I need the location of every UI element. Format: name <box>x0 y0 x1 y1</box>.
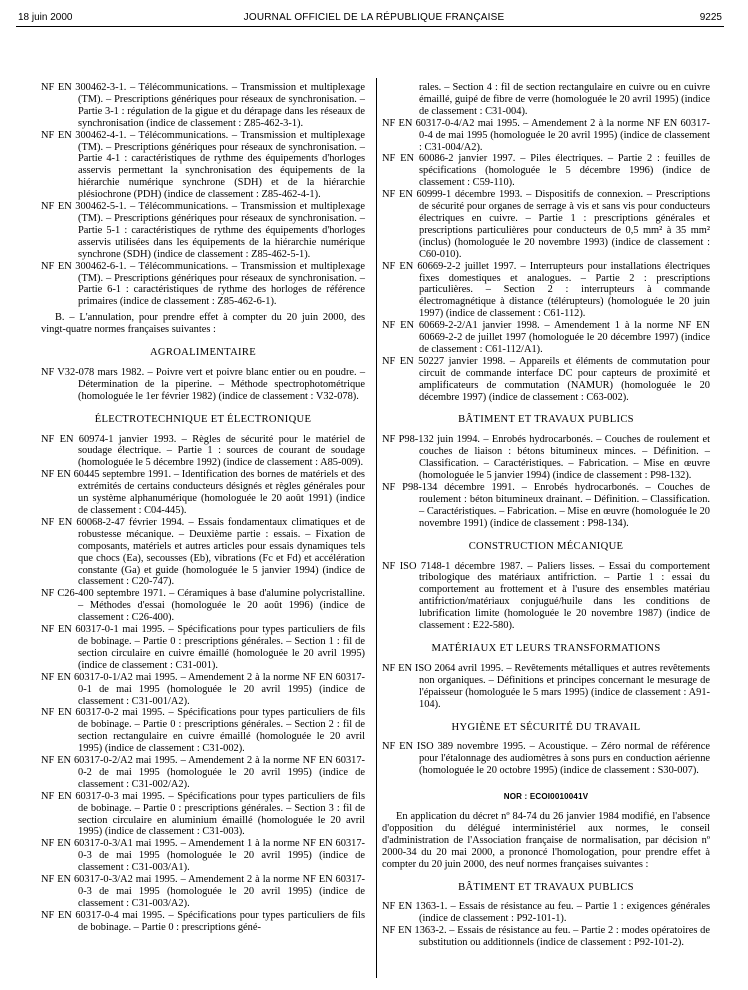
norm-code: NF EN 60317-0-4/A2 mai 1995. <box>382 117 520 129</box>
paragraph-b: B. – L'annulation, pour prendre effet à compter du 20 juin 2000, des vingt-quatre normes françaises suivantes : <box>41 312 365 336</box>
norm-code: NF P98-132 juin 1994. <box>382 434 480 446</box>
norm-description: – Poivre vert et poivre blanc entier ou en poudre. – Détermination de la piperine. – Méthode spectrophotométrique (homologuée le 1er février 1982) (indice de classement : V32-078). <box>78 366 366 402</box>
norm-entry <box>382 356 710 404</box>
norm-entry <box>382 434 710 482</box>
norm-description: – Spécifications pour types particuliers de fils de bobinage. – Partie 0 : prescriptions géné- <box>78 909 365 933</box>
norm-code: NF P98-134 décembre 1991. <box>382 482 515 493</box>
norm-entry <box>382 741 710 777</box>
norm-description: – Interrupteurs pour installations électriques fixes domestiques et analogues. – Partie 2 : prescriptions particulières. – Section 2 : interrupteurs à commande électromagnétique à distance (télérupteurs) (homologuée le 20 juin 1997) (indice de classement : C61-112). <box>419 260 710 320</box>
norm-code: NF C26-400 septembre 1971. <box>41 588 166 600</box>
norm-entry <box>41 434 365 470</box>
entries-agroalimentaire <box>41 367 365 403</box>
heading-agroalimentaire: AGROALIMENTAIRE <box>149 347 257 359</box>
norm-entry <box>41 874 365 910</box>
norm-entry <box>382 663 710 711</box>
norm-entry <box>382 153 710 189</box>
norm-code: NF EN 60669-2-2/A1 janvier 1998. <box>382 320 540 332</box>
entries-electrotechnique <box>41 434 365 934</box>
norm-entry <box>41 791 365 839</box>
paragraph-application: En application du décret nº 84-74 du 26 janvier 1984 modifié, en l'absence d'opposition du délégué interministériel aux normes, le conseil d'administration de l'Association française de normalisation, par décision nº 2000-34 du 20 mai 2000, a prononcé l'homologation, pour prendre effet à compter du 20 juin 2000, des neuf normes françaises suivantes : <box>382 811 710 870</box>
entries-materiaux <box>382 663 710 711</box>
norm-entry <box>41 672 365 708</box>
header-rule <box>16 26 724 27</box>
norm-entry <box>382 901 710 925</box>
nor-reference: NOR : ECOI0010041V <box>503 792 589 802</box>
norm-entry <box>41 367 365 403</box>
norm-description: – Télécommunications. – Transmission et multiplexage (TM). – Prescriptions génériques pour réseaux de synchronisation. – Partie 3-1 : régulation de la gigue et du dérapage dans les réseaux de synchronisation (indice de classement : Z85-462-3-1). <box>78 82 365 129</box>
norm-code: NF ISO 7148-1 décembre 1987. <box>382 560 523 572</box>
norm-description: – Amendement 2 à la norme NF EN 60317-0-3 de mai 1995 (homologuée le 20 avril 1995) (indice de classement : C31-003/A2). <box>78 874 365 909</box>
norm-code: NF EN 60317-0-2 mai 1995. <box>41 707 165 719</box>
left-column <box>41 82 365 934</box>
norm-entry <box>41 201 365 261</box>
norm-description: – Enrobés hydrocarbonés. – Couches de roulement et couches de liaison : bétons bitumineux minces. – Définition. – Classification. – Caractéristiques. – Fabrication. – Mise en œuvre (homologuée le 5 janvier 1994) (indice de classement : P98-132). <box>419 434 710 482</box>
norm-entry <box>382 261 710 321</box>
norm-code: NF EN 60317-0-3 mai 1995. <box>41 790 165 802</box>
norm-entry <box>41 838 365 874</box>
norm-code: NF EN 60317-0-4 mai 1995. <box>41 909 165 921</box>
norm-code: NF EN 60317-0-2/A2 mai 1995. <box>41 755 178 767</box>
header-title: JOURNAL OFFICIEL DE LA RÉPUBLIQUE FRANÇAISE <box>243 12 505 23</box>
norm-code: NF EN 1363-2. <box>382 925 447 937</box>
norm-description: – Règles de sécurité pour le matériel de soudage électrique. – Partie 1 : sources de courant de soudage (homologuée le 5 décembre 1992) (indice de classement : A85-009). <box>78 433 365 469</box>
norm-entry <box>382 189 710 260</box>
norm-code: NF EN 300462-4-1. <box>41 129 127 141</box>
norm-description: – Piles électriques. – Partie 2 : feuilles de spécifications (homologuée le 5 décembre 1996) (indice de classement : C59-110). <box>419 153 710 189</box>
norm-entry <box>41 707 365 755</box>
norm-description: – Paliers lisses. – Essai du comportement tribologique des matériaux antifriction. – Partie 1 : essai du comportement au frottement et à l'usure des ensembles matériau antifriction/matériaux conjugué/huile dans les conditions de lubrification limite (homologuée le 20 novembre 1987) (indice de classement : E22-580). <box>419 560 710 632</box>
norm-entry <box>382 561 710 632</box>
entries-telecom <box>41 82 365 308</box>
norm-description: – Essais de résistance au feu. – Partie 2 : modes opératoires de substitution ou additionnels (indice de classement : P92-101-2). <box>419 925 710 949</box>
norm-code: NF EN 60974-1 janvier 1993. <box>41 433 177 445</box>
norm-description: – Amendement 2 à la norme NF EN 60317-0-1 de mai 1995 (homologuée le 20 avril 1995) (indice de classement : C31-001/A2). <box>78 671 365 707</box>
norm-entry <box>41 130 365 201</box>
heading-batiment-2: BÂTIMENT ET TRAVAUX PUBLICS <box>458 881 634 893</box>
norm-description: – Revêtements métalliques et autres revêtements non organiques. – Définitions et principes concernant le mesurage de l'épaisseur (homologuée le 5 mars 1995) (indice de classement : A91-104). <box>419 662 710 710</box>
norm-entry <box>41 624 365 672</box>
norm-entry <box>41 517 365 588</box>
norm-description: – Télécommunications. – Transmission et multiplexage (TM). – Prescriptions génériques pour réseaux de synchronisation. – Partie 5-1 : caractéristiques de rythme des équipements d'horloges asservis utilisées dans les équipements de la hiérarchie numérique synchrone (SDH) (indice de classement : Z85-462-5-1). <box>78 201 365 260</box>
entries-batiment <box>382 434 710 529</box>
entries-electrotechnique-continued <box>382 118 710 404</box>
norm-code: NF EN ISO 389 novembre 1995. <box>382 741 526 753</box>
norm-description: – Amendement 1 à la norme NF EN 60669-2-2 de juillet 1997 (homologuée le 20 décembre 1997) (indice de classement : C61-112/A1). <box>419 320 710 355</box>
norm-code: NF EN 300462-3-1. <box>41 82 127 93</box>
norm-description: – Céramiques à base d'alumine polycristalline. – Méthodes d'essai (homologuée le 20 août 1996) (indice de classement : C26-400). <box>78 588 365 624</box>
norm-description: – Spécifications pour types particuliers de fils de bobinage. – Partie 0 : prescriptions générales. – Section 3 : fil de section circulaire en aluminium émaillé (homologuée le 20 avril 1995) (indice de classement : C31-003). <box>78 790 365 838</box>
norm-code: NF EN 60317-0-3/A2 mai 1995. <box>41 874 178 886</box>
continued-entry: rales. – Section 4 : fil de section rectangulaire en cuivre ou en cuivre émaillé, guipé de fibre de verre (homologuée le 20 avril 1995) (indice de classement : C31-004). <box>419 82 710 117</box>
norm-description: – Amendement 2 à la norme NF EN 60317-0-2 de mai 1995 (homologuée le 20 avril 1995) (indice de classement : C31-002/A2). <box>78 755 365 790</box>
norm-code: NF EN 60669-2-2 juillet 1997. <box>382 260 517 272</box>
norm-entry <box>41 469 365 517</box>
norm-code: NF EN 300462-6-1. <box>41 260 127 272</box>
norm-entry <box>41 588 365 624</box>
norm-description: – Télécommunications. – Transmission et multiplexage (TM). – Prescriptions génériques pour réseaux de synchronisation. – Partie 6-1 : caractéristiques de rythme des horloges de référence primaires (indice de classement : Z85-462-6-1). <box>78 260 365 308</box>
column-divider <box>376 78 377 978</box>
norm-code: NF EN 50227 janvier 1998. <box>382 355 506 367</box>
norm-entry <box>382 118 710 154</box>
norm-entry <box>41 755 365 791</box>
norm-code: NF EN 60445 septembre 1991. <box>41 469 172 481</box>
norm-code: NF V32-078 mars 1982. <box>41 366 145 378</box>
entries-construction-mecanique <box>382 561 710 632</box>
norm-entry <box>41 82 365 130</box>
heading-hygiene: HYGIÈNE ET SÉCURITÉ DU TRAVAIL <box>451 721 641 733</box>
norm-description: – Appareils et éléments de commutation pour circuit de commande interface DC pour capteurs de proximité et amplificateurs de commutation (NAMUR) (homologuée le 20 décembre 1997) (indice de classement : C63-002). <box>419 355 710 403</box>
heading-materiaux: MATÉRIAUX ET LEURS TRANSFORMATIONS <box>431 642 661 654</box>
norm-entry <box>41 910 365 934</box>
heading-batiment: BÂTIMENT ET TRAVAUX PUBLICS <box>458 414 634 426</box>
entries-batiment-2 <box>382 901 710 949</box>
norm-description: – Enrobés hydrocarbonés. – Couches de roulement : béton bitumineux drainant. – Définition. – Classification. – Caractéristiques. – Fabrication. – Mise en œuvre (homologuée le 20 novembre 1991) (indice de classement : P98-134). <box>419 482 710 529</box>
norm-code: NF EN 1363-1. <box>382 901 448 913</box>
header-date: 18 juin 2000 <box>18 12 73 23</box>
norm-description: – Spécifications pour types particuliers de fils de bobinage. – Partie 0 : prescriptions générales. – Section 2 : fil de section rectangulaire en cuivre émaillé (homologuée le 20 avril 1995) (indice de classement : C31-002). <box>78 707 365 755</box>
norm-description: – Essais fondamentaux climatiques et de robustesse mécanique. – Deuxième partie : essais. – Fixation de composants, matériels et autres articles pour essais dynamiques tels que chocs (Ea), secousses (Eb), vibrations (Fc et Fd) et accélération constante (Ga) et guide (homologuée le 5 janvier 1994) (indice de classement : C20-747). <box>78 516 365 588</box>
norm-entry <box>41 261 365 309</box>
norm-code: NF EN 60317-0-1/A2 mai 1995. <box>41 671 178 683</box>
norm-entry <box>382 925 710 949</box>
norm-code: NF EN ISO 2064 avril 1995. <box>382 662 504 674</box>
right-column <box>382 82 710 949</box>
norm-description: – Identification des bornes de matériels et des extrémités de certains conducteurs désignés et règles générales pour un système alphanumérique (homologuée le 20 août 1991) (indice de classement : C04-445). <box>78 469 365 516</box>
norm-entry <box>382 482 710 530</box>
header-page-number: 9225 <box>699 12 722 23</box>
norm-entry <box>382 320 710 356</box>
norm-code: NF EN 60317-0-3/A1 mai 1995. <box>41 838 178 850</box>
norm-description: – Spécifications pour types particuliers de fils de bobinage. – Partie 0 : prescriptions générales. – Section 1 : fil de section circulaire en cuivre émaillé (homologuée le 20 avril 1995) (indice de classement : C31-001). <box>78 624 365 671</box>
norm-code: NF EN 60999-1 décembre 1993. <box>382 189 523 201</box>
norm-description: – Amendement 1 à la norme NF EN 60317-0-3 de mai 1995 (homologuée le 20 avril 1995) (indice de classement : C31-003/A1). <box>78 838 365 874</box>
norm-code: NF EN 60086-2 janvier 1997. <box>382 153 516 165</box>
norm-description: – Acoustique. – Zéro normal de référence pour l'étalonnage des audiomètres à sons purs en conduction aérienne (homologuée le 20 octobre 1995) (indice de classement : S30-007). <box>419 741 710 777</box>
norm-description: – Amendement 2 à la norme NF EN 60317-0-4 de mai 1995 (homologuée le 20 avril 1995) (indice de classement : C31-004/A2). <box>419 117 710 153</box>
norm-code: NF EN 300462-5-1. <box>41 201 127 213</box>
norm-description: – Dispositifs de connexion. – Prescriptions de sécurité pour organes de serrage à vis et sans vis pour conducteurs électriques en cuivre. – Partie 1 : prescriptions générales et prescriptions particulières pour conducteurs de 0,5 mm² à 35 mm² (inclus) (homologuée le 20 novembre 1993) (indice de classement : C60-010). <box>419 189 710 260</box>
norm-code: NF EN 60317-0-1 mai 1995. <box>41 624 165 636</box>
norm-description: – Essais de résistance au feu. – Partie 1 : exigences générales (indice de classement : P92-101-1). <box>419 901 710 925</box>
norm-code: NF EN 60068-2-47 février 1994. <box>41 516 185 528</box>
heading-electrotechnique: ÉLECTROTECHNIQUE ET ÉLECTRONIQUE <box>94 413 312 425</box>
entries-hygiene <box>382 741 710 777</box>
norm-description: – Télécommunications. – Transmission et multiplexage (TM). – Prescriptions génériques pour réseaux de synchronisation. – Partie 4-1 : caractéristiques de rythme des équipements d'horloges asservis permettant la synchronisation des équipements de la hiérarchie numérique synchrone (SDH) et de la hiérarchie plésiochrone (PDH) (indice de classement : Z85-462-4-1). <box>78 129 365 201</box>
heading-construction-mecanique: CONSTRUCTION MÉCANIQUE <box>468 540 624 552</box>
